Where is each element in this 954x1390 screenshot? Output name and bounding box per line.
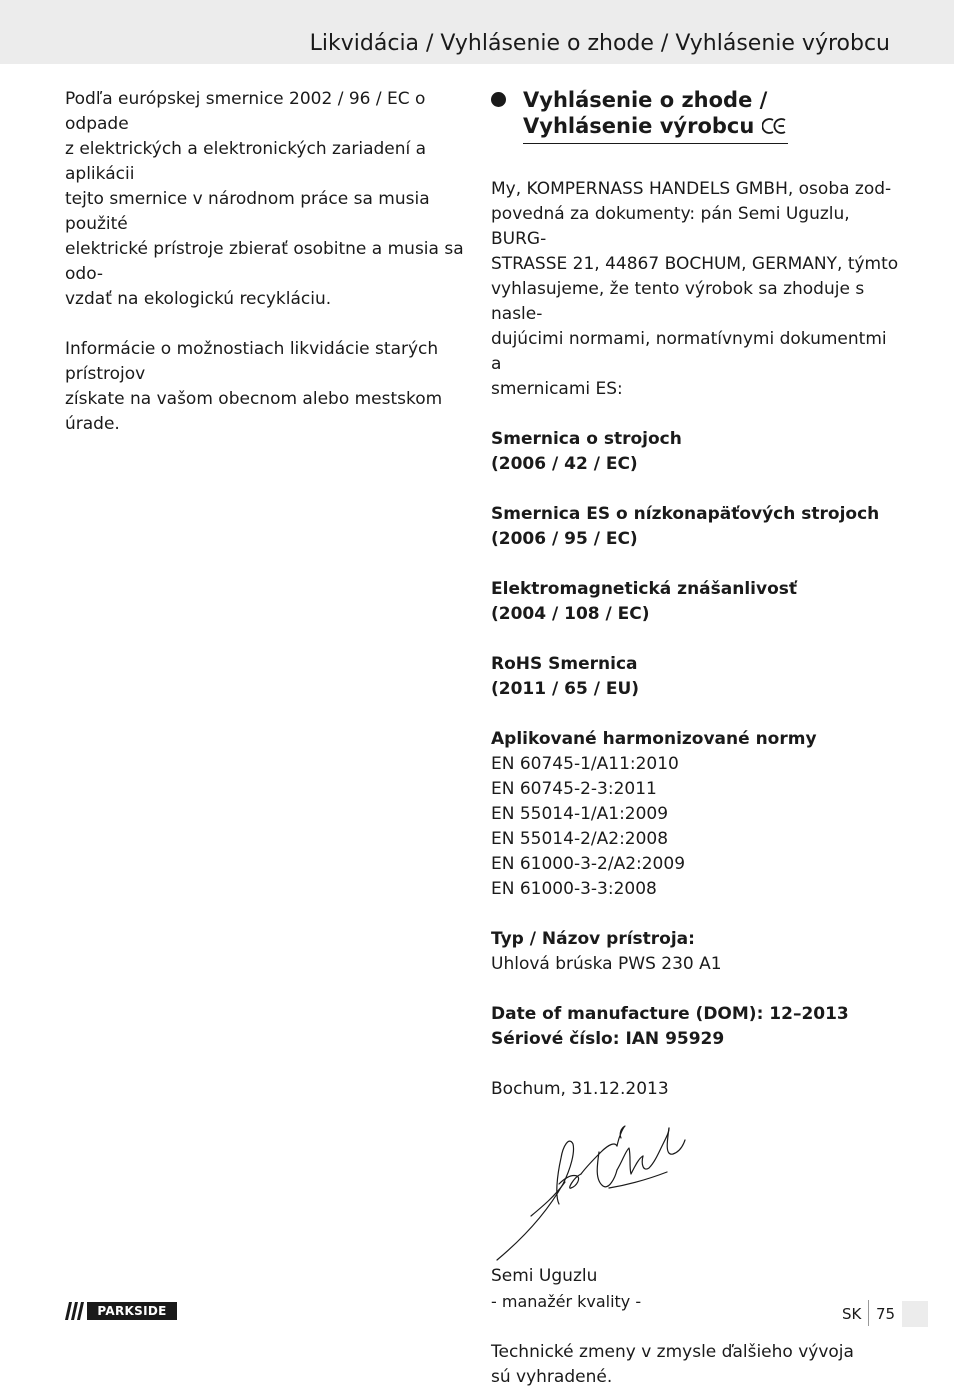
- norm-item: EN 60745-1/A11:2010: [491, 754, 679, 774]
- logo-text: PARKSIDE: [87, 1302, 177, 1320]
- page-number: 75: [876, 1305, 896, 1323]
- right-column: [491, 87, 901, 1390]
- directive-machinery: Smernica o strojoch (2006 / 42 / EC): [491, 429, 682, 474]
- left-column: [65, 87, 475, 437]
- disposal-info-paragraph: Informácie o možnostiach likvidácie starých prístrojov získate na vašom obecnom alebo mestskom úrade.: [65, 339, 443, 434]
- parkside-logo: [65, 1302, 177, 1320]
- ce-mark-icon: [762, 114, 788, 138]
- norms-list: [491, 727, 901, 902]
- language-code: SK: [842, 1305, 862, 1323]
- technical-changes-note: Technické zmeny v zmysle ďalšieho vývoja sú vyhradené.: [491, 1342, 854, 1387]
- norm-item: EN 61000-3-3:2008: [491, 879, 657, 899]
- disposal-paragraph: Podľa európskej smernice 2002 / 96 / EC o odpade z elektrických a elektronických zariadení a aplikácii tejto smernice v národnom práce sa musia použité elektrické prístroje zbierať osobitne a musia sa odo- vzdať na ekologickú recykláciu.: [65, 89, 464, 309]
- page-tab: [902, 1301, 928, 1327]
- signer-block: [491, 1264, 901, 1315]
- signature-image: [491, 1122, 711, 1264]
- norms-title: Aplikované harmonizované normy: [491, 729, 817, 749]
- bullet-icon: [491, 92, 506, 107]
- section-heading-text: Vyhlásenie o zhode / Vyhlásenie výrobcu: [523, 87, 788, 144]
- section-heading: [491, 87, 901, 144]
- logo-stripes-icon: [65, 1302, 87, 1320]
- directive-rohs: RoHS Smernica (2011 / 65 / EU): [491, 654, 640, 699]
- directive-emc: Elektromagnetická znášanlivosť (2004 / 108 / EC): [491, 579, 797, 624]
- device-type: [491, 927, 901, 977]
- device-type-title: Typ / Názov prístroja:: [491, 929, 695, 949]
- norm-item: EN 55014-2/A2:2008: [491, 829, 669, 849]
- signer-role: - manažér kvality -: [491, 1292, 642, 1311]
- header-bar: [0, 0, 954, 64]
- norm-item: EN 55014-1/A1:2009: [491, 804, 669, 824]
- signer-name: Semi Uguzlu: [491, 1266, 598, 1286]
- serial-number: Sériové číslo: IAN 95929: [491, 1029, 725, 1049]
- device-type-value: Uhlová brúska PWS 230 A1: [491, 954, 722, 974]
- norm-item: EN 60745-2-3:2011: [491, 779, 657, 799]
- norm-item: EN 61000-3-2/A2:2009: [491, 854, 686, 874]
- date-of-manufacture: Date of manufacture (DOM): 12–2013: [491, 1004, 849, 1024]
- declaration-intro: My, KOMPERNASS HANDELS GMBH, osoba zod- povedná za dokumenty: pán Semi Uguzlu, BURG- STRASSE 21, 44867 BOCHUM, GERMANY, týmto vyhlasujeme, že tento výrobok sa zhoduje s nasle- dujúcimi normami, normatívnymi dokumentmi a smernicami ES:: [491, 179, 899, 399]
- footer-divider: [868, 1300, 869, 1326]
- manufacture-info: [491, 1002, 901, 1052]
- page-title: Likvidácia / Vyhlásenie o zhode / Vyhlásenie výrobcu: [309, 31, 890, 56]
- place-date: Bochum, 31.12.2013: [491, 1079, 669, 1099]
- directive-low-voltage: Smernica ES o nízkonapäťových strojoch (2006 / 95 / EC): [491, 504, 880, 549]
